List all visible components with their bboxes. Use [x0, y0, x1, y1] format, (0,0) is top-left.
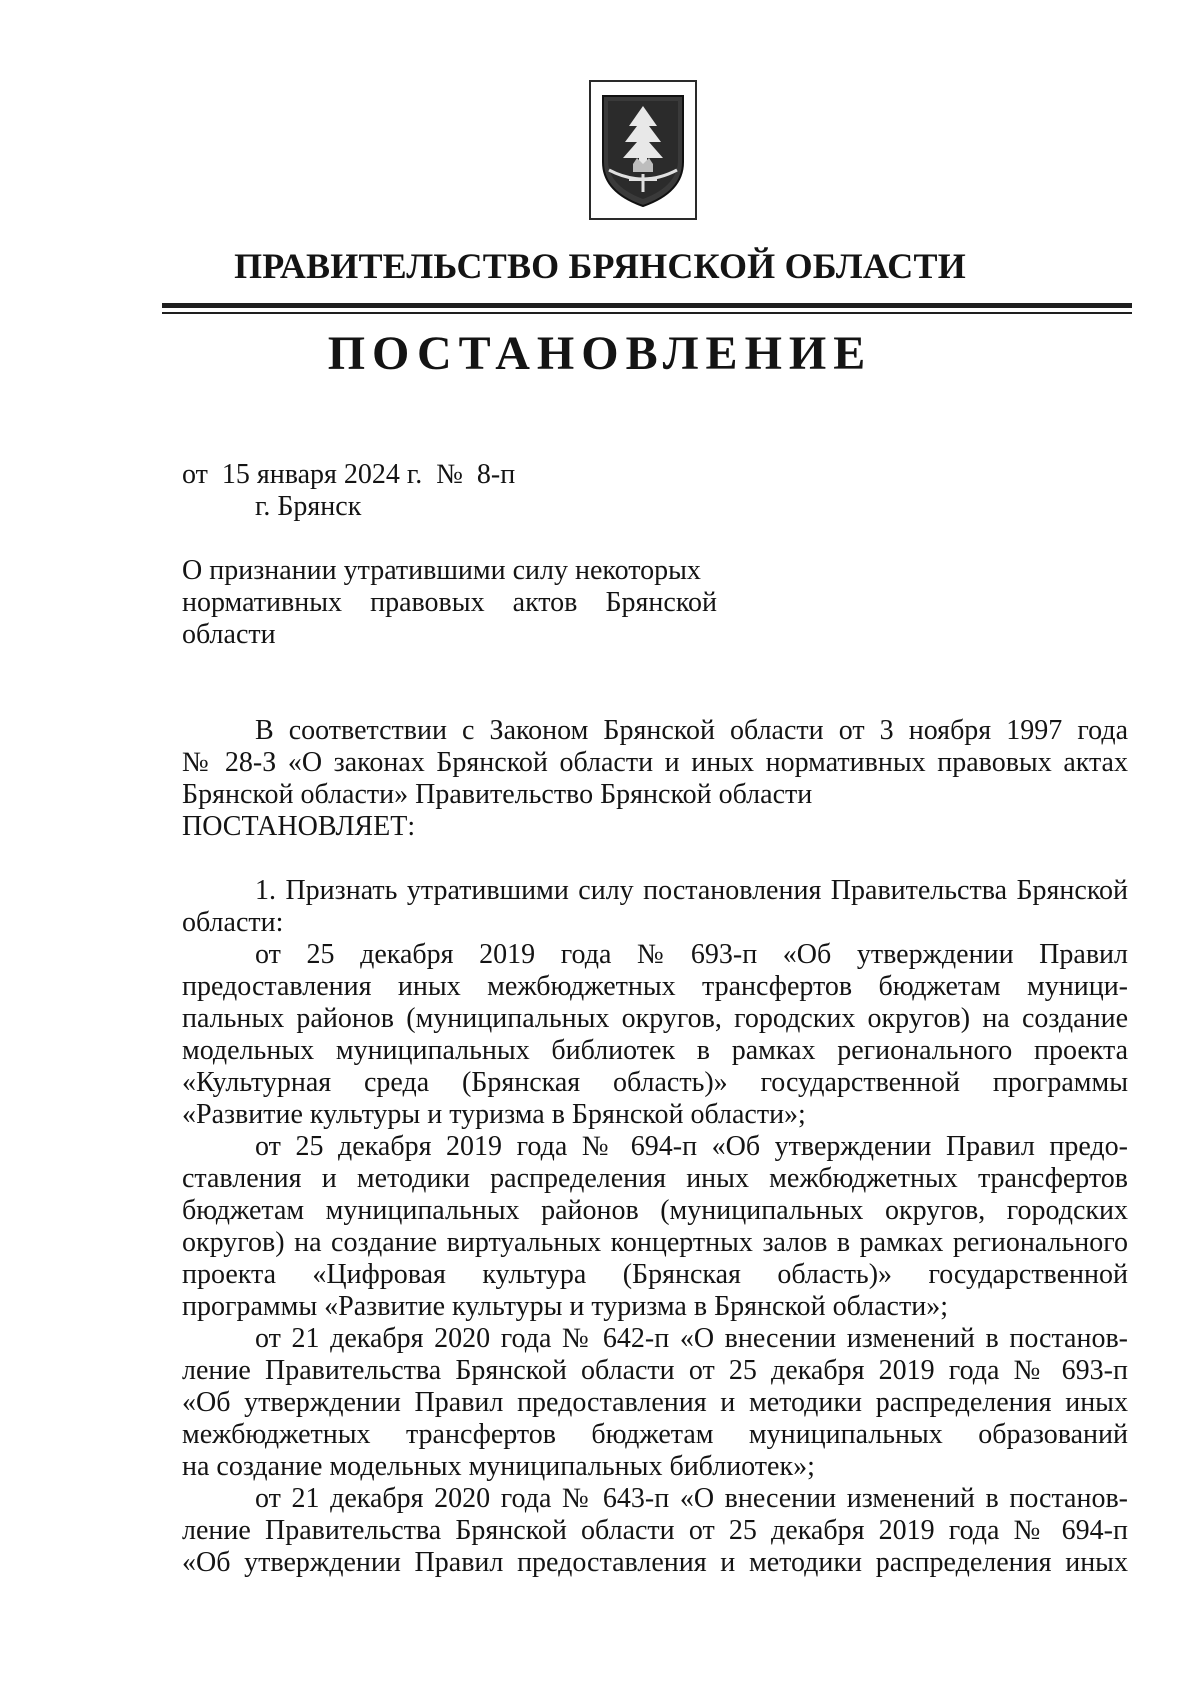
entry-line: программы «Развитие культуры и туризма в Брянской области»; [182, 1291, 948, 1322]
entry-line: ление Правительства Брянской области от 25 декабря 2019 года № 694-п [182, 1515, 1128, 1546]
entry-line: «Об утверждении Правил предоставления и методики распределения иных [182, 1547, 1128, 1578]
entry-line: от 25 декабря 2019 года № 694-п «Об утверждении Правил предо- [255, 1131, 1128, 1162]
authority-name: ПРАВИТЕЛЬСТВО БРЯНСКОЙ ОБЛАСТИ [234, 246, 966, 286]
entry-line: округов) на создание виртуальных концертных залов в рамках регионального [182, 1227, 1128, 1258]
subject-line: области [182, 619, 276, 650]
header-rule-thick [162, 303, 1132, 308]
resolves-keyword: ПОСТАНОВЛЯЕТ: [182, 811, 416, 842]
subject-line: нормативных правовых актов Брянской [182, 587, 717, 618]
subject-line: О признании утратившими силу некоторых [182, 555, 701, 586]
preamble-line: № 28-З «О законах Брянской области и иных нормативных правовых актах [182, 747, 1128, 778]
document-type-title: ПОСТАНОВЛЕНИЕ [327, 327, 873, 380]
header-rule-thin [162, 312, 1132, 314]
item-intro-line: области: [182, 907, 284, 938]
preamble-line: Брянской области» Правительство Брянской области [182, 779, 813, 810]
entry-line: проекта «Цифровая культура (Брянская область)» государственной [182, 1259, 1128, 1290]
entry-line: пальных районов (муниципальных округов, городских округов) на создание [182, 1003, 1128, 1034]
entry-line: «Об утверждении Правил предоставления и методики распределения иных [182, 1387, 1128, 1418]
date-number-line: от 15 января 2024 г. № 8-п [182, 459, 516, 490]
entry-line: модельных муниципальных библиотек в рамках регионального проекта [182, 1035, 1128, 1066]
entry-line: «Развитие культуры и туризма в Брянской области»; [182, 1099, 806, 1130]
entry-line: «Культурная среда (Брянская область)» государственной программы [182, 1067, 1128, 1098]
entry-line: от 25 декабря 2019 года № 693-п «Об утверждении Правил [255, 939, 1128, 970]
preamble-line: В соответствии с Законом Брянской области от 3 ноября 1997 года [255, 715, 1128, 746]
entry-line: от 21 декабря 2020 года № 642-п «О внесении изменений в постанов- [255, 1323, 1128, 1354]
coat-of-arms-emblem [589, 80, 697, 220]
entry-line: от 21 декабря 2020 года № 643-п «О внесении изменений в постанов- [255, 1483, 1128, 1514]
entry-line: бюджетам муниципальных районов (муниципальных округов, городских [182, 1195, 1128, 1226]
city-line: г. Брянск [255, 491, 362, 522]
entry-line: межбюджетных трансфертов бюджетам муниципальных образований [182, 1419, 1128, 1450]
item-intro-line: 1. Признать утратившими силу постановления Правительства Брянской [255, 875, 1128, 906]
entry-line: ставления и методики распределения иных межбюджетных трансфертов [182, 1163, 1128, 1194]
entry-line: предоставления иных межбюджетных трансфертов бюджетам муници- [182, 971, 1128, 1002]
entry-line: на создание модельных муниципальных библиотек»; [182, 1451, 815, 1482]
coat-of-arms-icon [599, 92, 687, 210]
entry-line: ление Правительства Брянской области от 25 декабря 2019 года № 693-п [182, 1355, 1128, 1386]
